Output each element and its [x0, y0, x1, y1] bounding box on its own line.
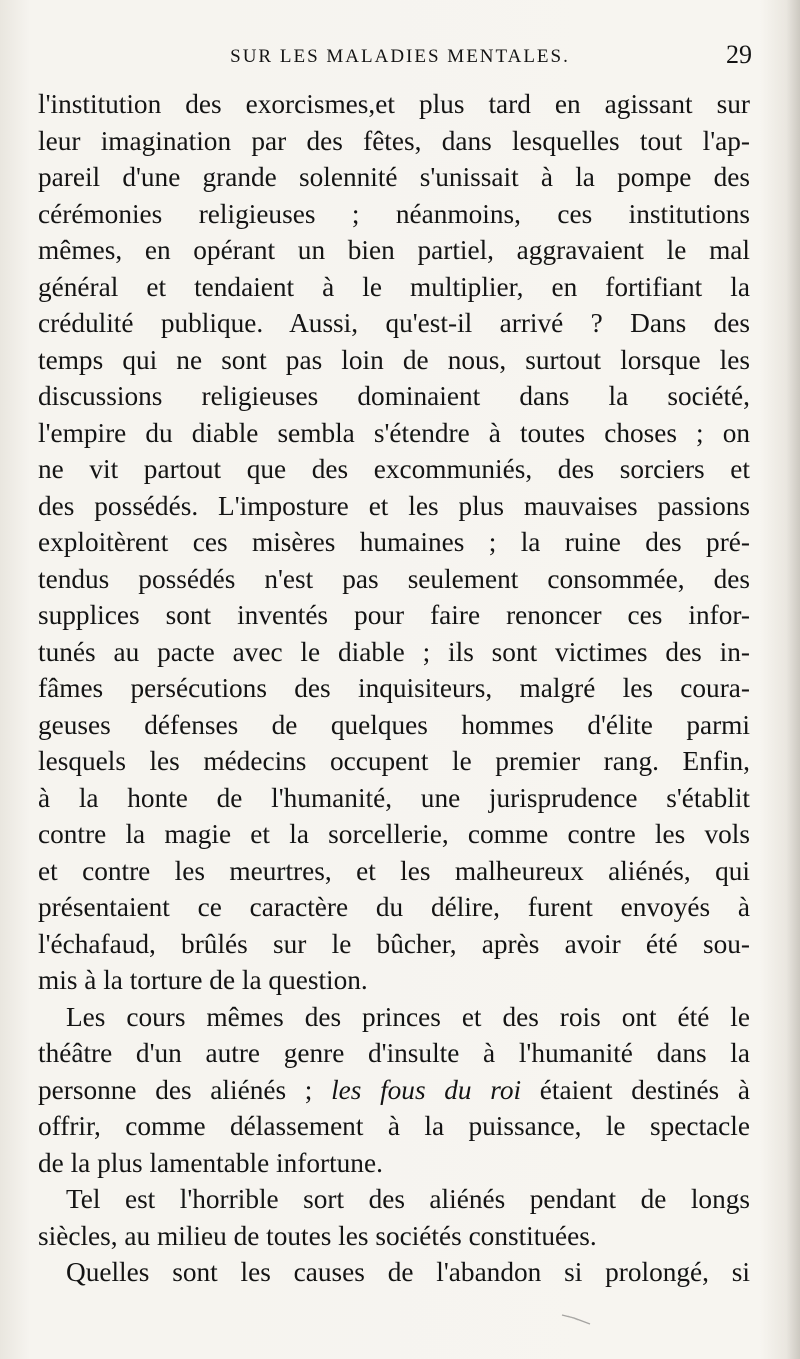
page-edge-shadow: [786, 0, 800, 1359]
text-line: tendus possédés n'est pas seulement consommée, des: [38, 563, 750, 594]
text-line: tunés au pacte avec le diable ; ils sont victimes des in-: [38, 636, 750, 667]
text-line: crédulité publique. Aussi, qu'est-il arrivé ? Dans des: [38, 308, 750, 338]
text-line: l'échafaud, brûlés sur le bûcher, après avoir été sou-: [38, 928, 750, 959]
text-line: mêmes, en opérant un bien partiel, aggravaient le mal: [38, 235, 750, 265]
text-line: temps qui ne sont pas loin de nous, surtout lorsque les: [38, 344, 750, 375]
text-line: offrir, comme délassement à la puissance, le spectacle: [38, 1111, 750, 1141]
italic-phrase: les fous du roi: [331, 1074, 522, 1105]
text-line: siècles, au milieu de toutes les sociétés constituées.: [38, 1220, 597, 1251]
text-segment: personne des aliénés ;: [38, 1074, 332, 1105]
text-line: discussions religieuses dominaient dans la société,: [38, 381, 750, 411]
text-segment: étaient destinés à: [521, 1074, 750, 1105]
text-line: mis à la torture de la question.: [38, 965, 368, 995]
paragraph-4: [38, 1254, 750, 1291]
running-head: SUR LES MALADIES MENTALES.: [230, 46, 570, 67]
text-line: à la honte de l'humanité, une jurisprudence s'établit: [38, 782, 750, 813]
text-line: lesquels les médecins occupent le premier rang. Enfin,: [38, 746, 750, 776]
text-line: théâtre d'un autre genre d'insulte à l'humanité dans la: [38, 1038, 750, 1068]
page-header: [40, 40, 760, 80]
paragraph-3: [38, 1181, 750, 1254]
paragraph-1: [38, 86, 750, 999]
text-line: général et tendaient à le multiplier, en fortifiant la: [38, 271, 750, 302]
text-line: de la plus lamentable infortune.: [38, 1147, 383, 1178]
text-line: Quelles sont les causes de l'abandon si prolongé, si: [66, 1257, 750, 1287]
text-line: Tel est l'horrible sort des aliénés pendant de longs: [66, 1184, 750, 1214]
paragraph-2: [38, 999, 750, 1182]
text-line: et contre les meurtres, et les malheureux aliénés, qui: [38, 855, 750, 886]
text-line: exploitèrent ces misères humaines ; la ruine des pré-: [38, 527, 750, 557]
ink-smudge: [560, 1312, 600, 1326]
text-line: contre la magie et la sorcellerie, comme contre les vols: [38, 819, 750, 849]
text-line: des possédés. L'imposture et les plus mauvaises passions: [38, 490, 750, 521]
page-number: 29: [726, 40, 752, 69]
text-line: geuses défenses de quelques hommes d'élite parmi: [38, 709, 750, 740]
text-line: ne vit partout que des excommuniés, des sorciers et: [38, 454, 750, 484]
text-line: l'institution des exorcismes,et plus tard en agissant sur: [38, 89, 750, 119]
text-line: pareil d'une grande solennité s'unissait à la pompe des: [38, 162, 750, 192]
text-line: l'empire du diable sembla s'étendre à toutes choses ; on: [38, 417, 750, 448]
text-line-with-italic: [38, 1072, 750, 1109]
text-line: présentaient ce caractère du délire, furent envoyés à: [38, 892, 750, 922]
text-line: Les cours mêmes des princes et des rois ont été le: [66, 1001, 750, 1032]
text-line: cérémonies religieuses ; néanmoins, ces institutions: [38, 198, 750, 229]
text-line: supplices sont inventés pour faire renoncer ces infor-: [38, 600, 750, 630]
page-body: [38, 86, 750, 1291]
text-line: leur imagination par des fêtes, dans lesquelles tout l'ap-: [38, 125, 750, 156]
text-line: fâmes persécutions des inquisiteurs, malgré les coura-: [38, 673, 750, 703]
